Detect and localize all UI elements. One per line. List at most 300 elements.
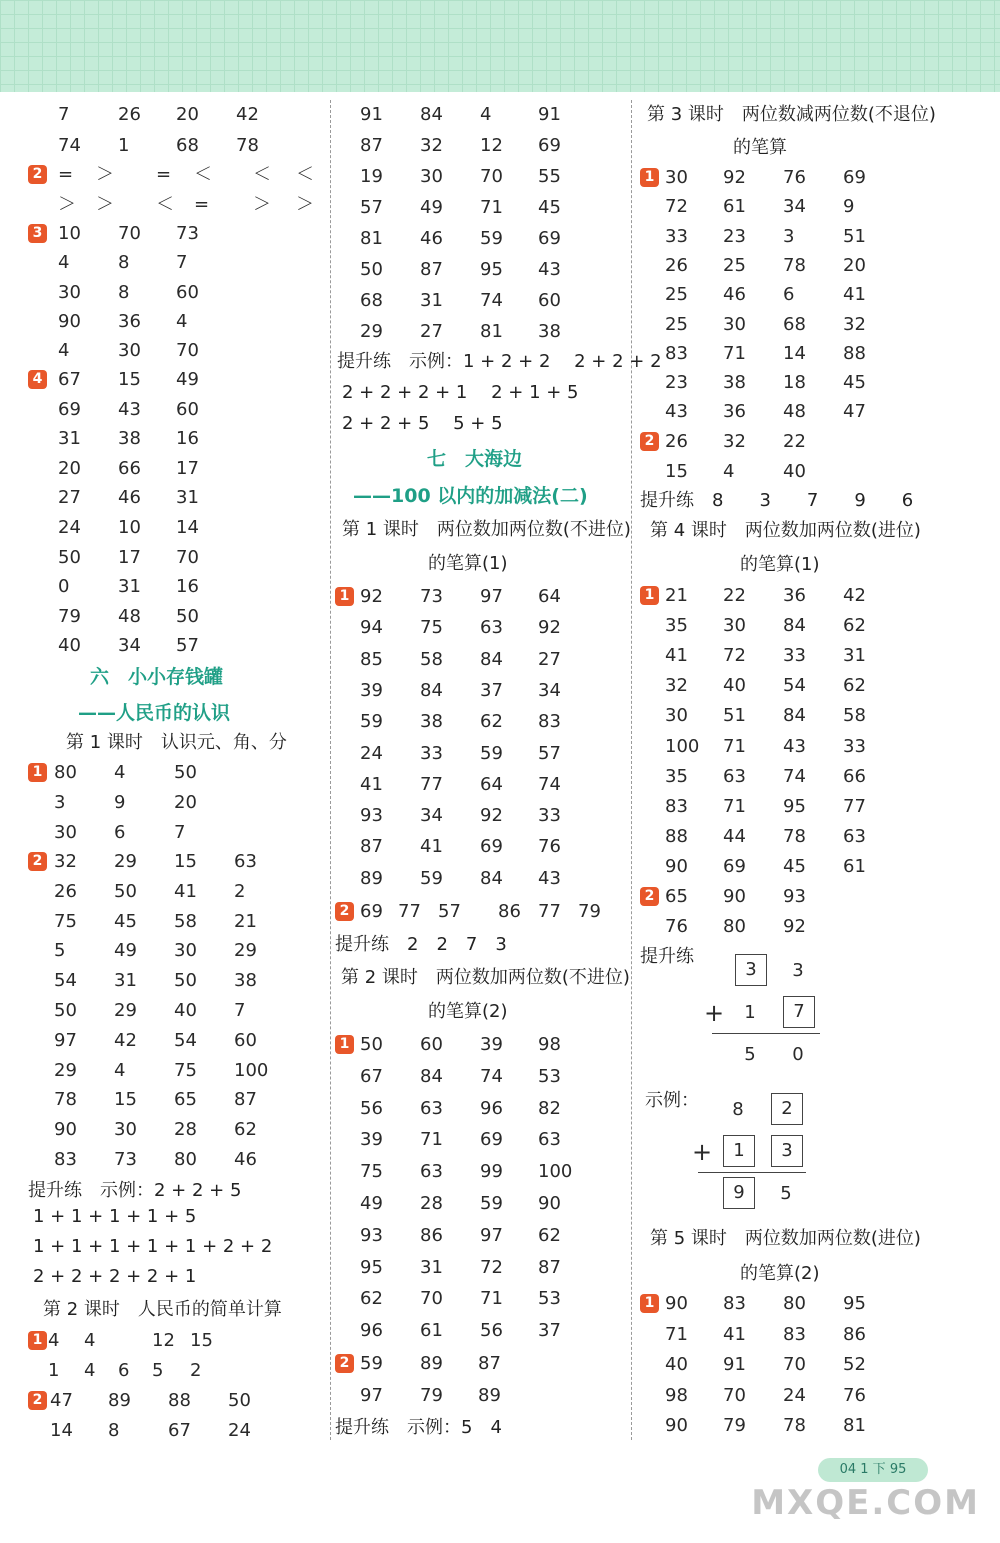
answer-cell: 24 — [360, 742, 383, 764]
answer-cell: 67 — [58, 369, 81, 390]
section-title: 六 小小存钱罐 — [90, 666, 224, 688]
answer-row — [335, 897, 625, 927]
answer-box: 7 — [783, 996, 815, 1028]
answer-cell: 88 — [665, 825, 688, 847]
answer-cell: ＜ — [194, 164, 212, 185]
answer-cell: 25 — [723, 254, 746, 276]
practice-line: 2 + 2 + 2 + 2 + 1 — [33, 1266, 197, 1287]
answer-cell: 48 — [783, 401, 806, 423]
answer-cell: 66 — [843, 765, 866, 787]
answer-cell: 59 — [480, 228, 503, 249]
answer-cell: 30 — [174, 940, 197, 962]
answer-cell: 95 — [480, 259, 503, 280]
answer-cell: ＞ — [58, 194, 76, 215]
answer-cell: 15 — [190, 1330, 213, 1351]
answer-cell: 69 — [58, 398, 81, 420]
answer-cell: 34 — [118, 635, 141, 657]
answer-cell: 90 — [665, 855, 688, 877]
answer-cell: 83 — [665, 795, 688, 817]
lesson-title: 第 4 课时 两位数加两位数(进位) — [650, 520, 921, 541]
answer-cell: 31 — [58, 428, 81, 450]
answer-cell: 83 — [538, 711, 561, 733]
answer-cell: 10 — [58, 223, 81, 244]
answer-cell: 6 — [118, 1360, 130, 1381]
answer-cell: 48 — [118, 605, 141, 627]
answer-cell: 70 — [118, 223, 141, 244]
answer-cell: 30 — [665, 705, 688, 727]
answer-cell: 62 — [843, 615, 866, 637]
answer-cell: 79 — [58, 605, 81, 627]
answer-row — [28, 1326, 318, 1356]
answer-row — [28, 966, 318, 996]
answer-cell: 27 — [58, 487, 81, 509]
answer-cell: 34 — [538, 679, 561, 701]
answer-cell: 23 — [665, 372, 688, 394]
answer-row — [28, 758, 318, 788]
answer-row — [28, 818, 318, 848]
answer-cell: 80 — [174, 1149, 197, 1170]
answer-row — [640, 641, 930, 671]
answer-cell: = — [58, 164, 74, 185]
question-number-badge: 2 — [640, 887, 659, 906]
answer-row — [640, 671, 930, 701]
answer-cell: 63 — [538, 1129, 561, 1151]
answer-cell: 65 — [665, 886, 688, 907]
answer-cell: 45 — [538, 197, 561, 218]
answer-cell: 87 — [420, 259, 443, 280]
answer-cell: 21 — [234, 910, 257, 932]
answer-cell: 93 — [783, 886, 806, 907]
answer-cell: 72 — [665, 196, 688, 218]
answer-row — [640, 397, 930, 427]
answer-row — [28, 1386, 318, 1416]
answer-cell: 16 — [176, 428, 199, 450]
answer-cell: 62 — [538, 1224, 561, 1246]
answer-cell: 70 — [420, 1288, 443, 1310]
answer-cell: 76 — [843, 1384, 866, 1406]
answer-row — [28, 190, 318, 220]
answer-cell: 86 — [420, 1224, 443, 1246]
answer-row — [335, 1094, 625, 1124]
answer-cell: 14 — [176, 517, 199, 538]
lesson-title: 第 3 课时 两位数减两位数(不退位) — [647, 104, 936, 125]
answer-cell: 70 — [176, 546, 199, 568]
answer-cell: 50 — [228, 1390, 251, 1411]
answer-cell: 57 — [360, 197, 383, 218]
answer-cell: 74 — [58, 135, 81, 156]
answer-cell: 90 — [723, 886, 746, 907]
answer-cell: 18 — [783, 372, 806, 394]
answer-cell: 46 — [234, 1149, 257, 1170]
answer-row — [640, 339, 930, 369]
answer-cell: 29 — [234, 940, 257, 962]
answer-row — [335, 1316, 625, 1346]
answer-cell: 30 — [118, 340, 141, 362]
answer-row — [28, 877, 318, 907]
practice-line: 提升练 8 3 7 9 6 — [640, 490, 914, 511]
answer-row — [640, 611, 930, 641]
answer-cell: 59 — [360, 711, 383, 733]
answer-cell: 30 — [420, 166, 443, 187]
answer-row — [335, 317, 625, 347]
answer-cell: 34 — [783, 196, 806, 218]
answer-cell: 89 — [478, 1384, 501, 1406]
answer-row — [28, 424, 318, 454]
answer-cell: 41 — [174, 880, 197, 902]
column-divider — [631, 100, 632, 1440]
answer-cell: 49 — [176, 369, 199, 390]
answer-row — [640, 457, 930, 487]
answer-cell: 45 — [783, 855, 806, 877]
answer-cell: 93 — [360, 1224, 383, 1246]
answer-cell: 88 — [168, 1390, 191, 1411]
answer-cell: 7 — [176, 252, 188, 274]
answer-cell: 69 — [360, 901, 383, 922]
practice-line: 提升练 — [640, 946, 694, 967]
answer-cell: 84 — [420, 1065, 443, 1087]
answer-row — [335, 255, 625, 285]
answer-cell: 21 — [665, 585, 688, 606]
answer-cell: ＜ — [296, 164, 314, 185]
answer-row — [640, 310, 930, 340]
answer-cell: 15 — [665, 461, 688, 482]
answer-row — [28, 278, 318, 308]
answer-cell: 31 — [176, 487, 199, 509]
answer-cell: 83 — [665, 342, 688, 364]
answer-row — [28, 788, 318, 818]
answer-cell: 74 — [538, 773, 561, 795]
plus-sign: + — [692, 1138, 713, 1166]
answer-cell: ＞ — [296, 194, 314, 215]
answer-cell: 61 — [420, 1320, 443, 1342]
answer-cell: 16 — [176, 576, 199, 598]
answer-cell: 96 — [480, 1097, 503, 1119]
answer-row — [28, 1145, 318, 1175]
answer-cell: 63 — [420, 1097, 443, 1119]
answer-cell: 32 — [723, 431, 746, 452]
answer-cell: 38 — [723, 372, 746, 394]
answer-cell: 5 — [152, 1360, 164, 1381]
answer-cell: 15 — [114, 1089, 137, 1111]
answer-cell: 84 — [420, 679, 443, 701]
answer-cell: ＞ — [253, 194, 271, 215]
answer-cell: 75 — [420, 617, 443, 639]
question-number-badge: 2 — [640, 432, 659, 451]
answer-cell: 67 — [168, 1420, 191, 1441]
answer-cell: 92 — [723, 167, 746, 188]
answer-cell: ＜ — [156, 194, 174, 215]
answer-cell: 55 — [538, 166, 561, 187]
answer-cell: 59 — [420, 867, 443, 889]
answer-cell: 17 — [176, 457, 199, 479]
column-divider — [330, 100, 331, 1440]
answer-cell: 43 — [665, 401, 688, 423]
answer-row — [28, 1356, 318, 1386]
answer-cell: 49 — [420, 197, 443, 218]
answer-row — [335, 1062, 625, 1092]
answer-cell: 4 — [114, 762, 126, 783]
answer-cell: 35 — [665, 615, 688, 637]
answer-cell: 25 — [665, 313, 688, 335]
answer-cell: 31 — [118, 576, 141, 598]
answer-box: 9 — [723, 1177, 755, 1209]
answer-row — [28, 248, 318, 278]
answer-cell: 92 — [538, 617, 561, 639]
answer-cell: 4 — [84, 1330, 96, 1351]
answer-row — [28, 160, 318, 190]
answer-row — [28, 847, 318, 877]
answer-cell: 97 — [480, 586, 503, 607]
answer-cell: 61 — [723, 196, 746, 218]
answer-cell: 50 — [114, 880, 137, 902]
answer-cell: 99 — [480, 1161, 503, 1183]
answer-cell: 86 — [843, 1323, 866, 1345]
answer-cell: 94 — [360, 617, 383, 639]
answer-cell: 30 — [114, 1119, 137, 1141]
answer-cell: 39 — [480, 1034, 503, 1055]
answer-cell: 33 — [783, 645, 806, 667]
answer-cell: 75 — [54, 910, 77, 932]
answer-cell: 50 — [174, 762, 197, 783]
answer-cell: 62 — [480, 711, 503, 733]
answer-cell: 51 — [723, 705, 746, 727]
answer-cell: 62 — [360, 1288, 383, 1310]
answer-box: 3 — [735, 954, 767, 986]
answer-cell: 100 — [538, 1161, 573, 1183]
question-number-badge: 2 — [28, 1391, 47, 1410]
answer-cell: 62 — [234, 1119, 257, 1141]
answer-cell: 84 — [420, 104, 443, 125]
answer-cell: 76 — [538, 836, 561, 858]
answer-cell: 40 — [783, 461, 806, 482]
lesson-title: 第 2 课时 两位数加两位数(不进位) — [341, 967, 630, 988]
answer-cell: 50 — [360, 1034, 383, 1055]
answer-row — [335, 286, 625, 316]
answer-cell: 24 — [228, 1420, 251, 1441]
answer-cell: 92 — [783, 916, 806, 937]
lesson-subtitle: 的笔算(1) — [740, 554, 820, 575]
answer-cell: 22 — [723, 585, 746, 606]
answer-cell: 87 — [360, 135, 383, 156]
answer-row — [640, 427, 930, 457]
answer-cell: 100 — [665, 735, 700, 757]
answer-cell: 83 — [723, 1293, 746, 1314]
answer-cell: 41 — [360, 773, 383, 795]
answer-cell: 69 — [538, 228, 561, 249]
answer-row — [28, 543, 318, 573]
answer-cell: 81 — [843, 1415, 866, 1436]
answer-cell: 58 — [843, 705, 866, 727]
answer-cell: 42 — [236, 104, 259, 125]
answer-row — [335, 739, 625, 769]
answer-cell: 68 — [360, 290, 383, 311]
answer-cell: 43 — [118, 398, 141, 420]
question-number-badge: 1 — [640, 586, 659, 605]
answer-cell: 50 — [174, 970, 197, 992]
answer-row — [335, 224, 625, 254]
answer-cell: 9 — [843, 196, 855, 218]
answer-cell: 45 — [114, 910, 137, 932]
answer-cell: 12 — [480, 135, 503, 156]
answer-cell: 31 — [420, 290, 443, 311]
answer-cell: 43 — [538, 259, 561, 280]
answer-cell: 28 — [420, 1193, 443, 1214]
answer-cell: 95 — [783, 795, 806, 817]
answer-cell: 49 — [360, 1193, 383, 1214]
answer-cell: 36 — [783, 585, 806, 606]
answer-cell: 46 — [118, 487, 141, 509]
answer-row — [335, 1349, 625, 1379]
answer-cell: 90 — [58, 310, 81, 332]
answer-row — [28, 1085, 318, 1115]
answer-cell: 73 — [114, 1149, 137, 1170]
answer-cell: 41 — [665, 645, 688, 667]
answer-cell: ＞ — [96, 164, 114, 185]
answer-cell: 47 — [50, 1390, 73, 1411]
answer-row — [335, 100, 625, 130]
answer-row — [335, 162, 625, 192]
plus-sign: + — [704, 999, 725, 1027]
answer-cell: 46 — [420, 228, 443, 249]
question-number-badge: 1 — [335, 587, 354, 606]
answer-cell: 50 — [360, 259, 383, 280]
answer-cell: 71 — [420, 1129, 443, 1151]
answer-cell: 41 — [420, 836, 443, 858]
answer-cell: 24 — [783, 1384, 806, 1406]
answer-cell: 83 — [54, 1149, 77, 1170]
answer-cell: 31 — [843, 645, 866, 667]
answer-cell: 3 — [783, 225, 795, 247]
answer-cell: 15 — [118, 369, 141, 390]
answer-cell: 32 — [420, 135, 443, 156]
answer-row — [28, 602, 318, 632]
answer-cell: 39 — [360, 679, 383, 701]
answer-cell: 69 — [538, 135, 561, 156]
answer-cell: 89 — [360, 867, 383, 889]
answer-cell: 83 — [783, 1323, 806, 1345]
answer-cell: 68 — [783, 313, 806, 335]
answer-cell: 71 — [480, 197, 503, 218]
answer-row — [28, 483, 318, 513]
page-number-tab: 04 1 下 95 — [818, 1458, 928, 1482]
answer-box: 1 — [723, 1135, 755, 1167]
answer-cell: 74 — [480, 290, 503, 311]
question-number-badge: 1 — [28, 763, 47, 782]
answer-cell: 29 — [360, 321, 383, 342]
answer-row — [335, 193, 625, 223]
answer-cell: 37 — [538, 1320, 561, 1342]
question-number-badge: 4 — [28, 370, 47, 389]
answer-cell: 90 — [54, 1119, 77, 1141]
answer-cell: 30 — [54, 822, 77, 843]
answer-cell: 71 — [723, 342, 746, 364]
answer-cell: 12 — [152, 1330, 175, 1351]
answer-cell: 97 — [54, 1029, 77, 1051]
answer-cell: 58 — [420, 648, 443, 670]
answer-row — [335, 832, 625, 862]
answer-cell: 50 — [176, 605, 199, 627]
answer-box: 2 — [771, 1093, 803, 1125]
answer-cell: 92 — [360, 586, 383, 607]
practice-line: 提升练 示例：1 + 2 + 2 2 + 2 + 2 — [337, 351, 662, 372]
answer-cell: 4 — [723, 461, 735, 482]
answer-cell: 30 — [723, 313, 746, 335]
calc-rule — [698, 1172, 806, 1173]
answer-cell: 2 — [234, 880, 246, 902]
answer-cell: 20 — [176, 104, 199, 125]
answer-cell: 63 — [843, 825, 866, 847]
answer-cell: 98 — [665, 1384, 688, 1406]
answer-row — [335, 770, 625, 800]
practice-line: 1 + 1 + 1 + 1 + 1 + 2 + 2 — [33, 1236, 273, 1257]
answer-cell: 57 — [538, 742, 561, 764]
answer-row — [640, 163, 930, 193]
answer-cell: 39 — [360, 1129, 383, 1151]
answer-cell: 42 — [114, 1029, 137, 1051]
answer-cell: 91 — [360, 104, 383, 125]
answer-cell: 80 — [783, 1293, 806, 1314]
answer-row — [28, 131, 318, 161]
answer-cell: 14 — [50, 1420, 73, 1441]
answer-cell: 38 — [538, 321, 561, 342]
answer-cell: 64 — [538, 586, 561, 607]
answer-cell: 71 — [723, 795, 746, 817]
answer-cell: 29 — [54, 1059, 77, 1081]
answer-cell: 25 — [665, 284, 688, 306]
answer-cell: 19 — [360, 166, 383, 187]
answer-cell: 33 — [420, 742, 443, 764]
answer-cell: 7 — [174, 822, 186, 843]
answer-cell: 68 — [176, 135, 199, 156]
answer-row — [335, 676, 625, 706]
answer-cell: 49 — [114, 940, 137, 962]
answer-cell: 90 — [538, 1193, 561, 1214]
answer-cell: 14 — [783, 342, 806, 364]
answer-cell: 69 — [480, 836, 503, 858]
answer-cell: 84 — [480, 867, 503, 889]
answer-row — [28, 1056, 318, 1086]
answer-cell: 84 — [480, 648, 503, 670]
answer-cell: 61 — [843, 855, 866, 877]
answer-cell: 43 — [783, 735, 806, 757]
answer-cell: 77 — [398, 901, 421, 922]
answer-row — [640, 852, 930, 882]
answer-cell: 77 — [538, 901, 561, 922]
answer-row — [335, 1284, 625, 1314]
answer-cell: 78 — [783, 1415, 806, 1436]
answer-cell: 42 — [843, 585, 866, 606]
answer-row — [640, 581, 930, 611]
answer-cell: 40 — [665, 1354, 688, 1375]
answer-cell: 4 — [480, 104, 492, 125]
answer-cell: 44 — [723, 825, 746, 847]
answer-cell: 58 — [174, 910, 197, 932]
answer-cell: 60 — [538, 290, 561, 311]
answer-cell: 4 — [58, 340, 70, 362]
answer-cell: 32 — [843, 313, 866, 335]
answer-cell: 67 — [360, 1065, 383, 1087]
calc-digit: 5 — [744, 1044, 756, 1065]
answer-cell: 33 — [843, 735, 866, 757]
practice-line: 提升练 示例：5 4 — [335, 1417, 502, 1438]
question-number-badge: 1 — [640, 1294, 659, 1313]
answer-row — [28, 631, 318, 661]
answer-cell: 31 — [114, 970, 137, 992]
calc-digit: 8 — [732, 1099, 744, 1120]
answer-cell: 98 — [538, 1034, 561, 1055]
answer-cell: 60 — [420, 1034, 443, 1055]
question-number-badge: 2 — [28, 852, 47, 871]
